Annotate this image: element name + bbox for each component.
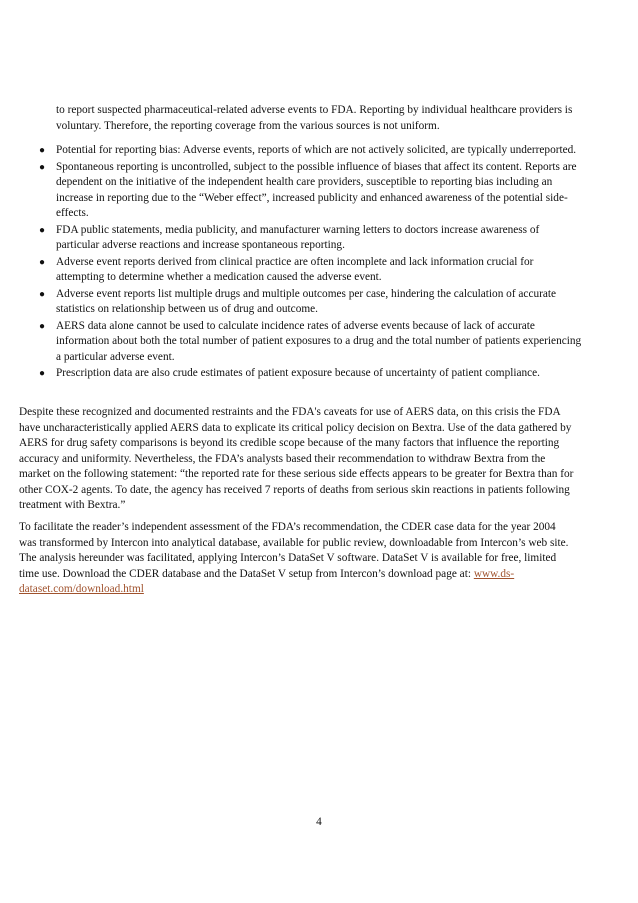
list-item-text: Prescription data are also crude estimates of patient exposure because of uncertainty of patient compliance. [56, 367, 541, 379]
continued-bullet-text: to report suspected pharmaceutical-related adverse events to FDA. Reporting by individual healthcare providers is voluntary. Therefore, the reporting coverage from the various sources is not uniform. [56, 104, 573, 132]
limitations-bullet-list [34, 143, 582, 383]
bullet-icon: ● [39, 256, 46, 268]
list-item-text: Potential for reporting bias: Adverse events, reports of which are not actively solicited, are typically underreported. [56, 144, 577, 156]
list-item [34, 223, 582, 254]
list-item-text: Adverse event reports list multiple drugs and multiple outcomes per case, hindering the calculation of accurate statistics on relationship between us of drug and outcome. [56, 287, 557, 315]
list-item-text: Spontaneous reporting is uncontrolled, subject to the possible influence of biases that affect its content. Reports are dependent on the initiative of the independent health care providers, susceptible to reporting bias including an increase in reporting due to the “Weber effect”, increased publicity and enhanced awareness of the potential side-effects. [56, 160, 577, 219]
aers-caveats-paragraph: Despite these recognized and documented restraints and the FDA's caveats for use of AERS data, on this crisis the FDA have uncharacteristically applied AERS data to explicate its critical policy decision on Bextra. Use of the data gathered by AERS for drug safety comparisons is beyond its credible scope because of the many factors that influence the reporting accuracy and uniformity. Nevertheless, the FDA’s analysts based their recommendation to withdraw Bextra from the market on the following statement: “the reported rate for these serious side effects appears to be greater for Bextra than for other COX-2 agents. To date, the agency has received 7 reports of deaths from serious skin reactions in patients following treatment with Bextra.” [19, 406, 574, 511]
bullet-icon: ● [39, 224, 46, 236]
download-link[interactable]: www.ds-dataset.com/download.html [19, 567, 515, 595]
download-paragraph [19, 520, 575, 598]
list-item-text: FDA public statements, media publicity, and manufacturer warning letters to doctors increase awareness of particular adverse reactions and increase spontaneous reporting. [56, 223, 540, 251]
list-item [34, 287, 582, 318]
download-paragraph-text: To facilitate the reader’s independent assessment of the FDA’s recommendation, the CDER case data for the year 2004 was transformed by Intercon into analytical database, available for public review, downloadable from Intercon’s web site. The analysis hereunder was facilitated, applying Intercon’s DataSet V software. DataSet V is available for free, limited time use. Download the CDER database and the DataSet V setup from Intercon’s download page at: [19, 521, 569, 580]
list-item [34, 319, 582, 366]
list-item [34, 255, 582, 286]
bullet-icon: ● [39, 368, 46, 379]
bullet-icon: ● [39, 320, 46, 332]
list-item-text: AERS data alone cannot be used to calculate incidence rates of adverse events because of lack of accurate information about both the total number of patient exposures to a drug and the total number of patients experiencing a particular adverse event. [56, 319, 582, 363]
page-number: 4 [316, 816, 322, 828]
bullet-icon: ● [39, 161, 46, 173]
bullet-icon: ● [39, 288, 46, 300]
list-item [34, 160, 582, 222]
list-item [34, 366, 582, 382]
list-item-text: Adverse event reports derived from clinical practice are often incomplete and lack information crucial for attempting to determine whether a medication caused the adverse event. [56, 255, 534, 283]
list-item [34, 143, 582, 159]
bullet-icon: ● [39, 145, 46, 156]
